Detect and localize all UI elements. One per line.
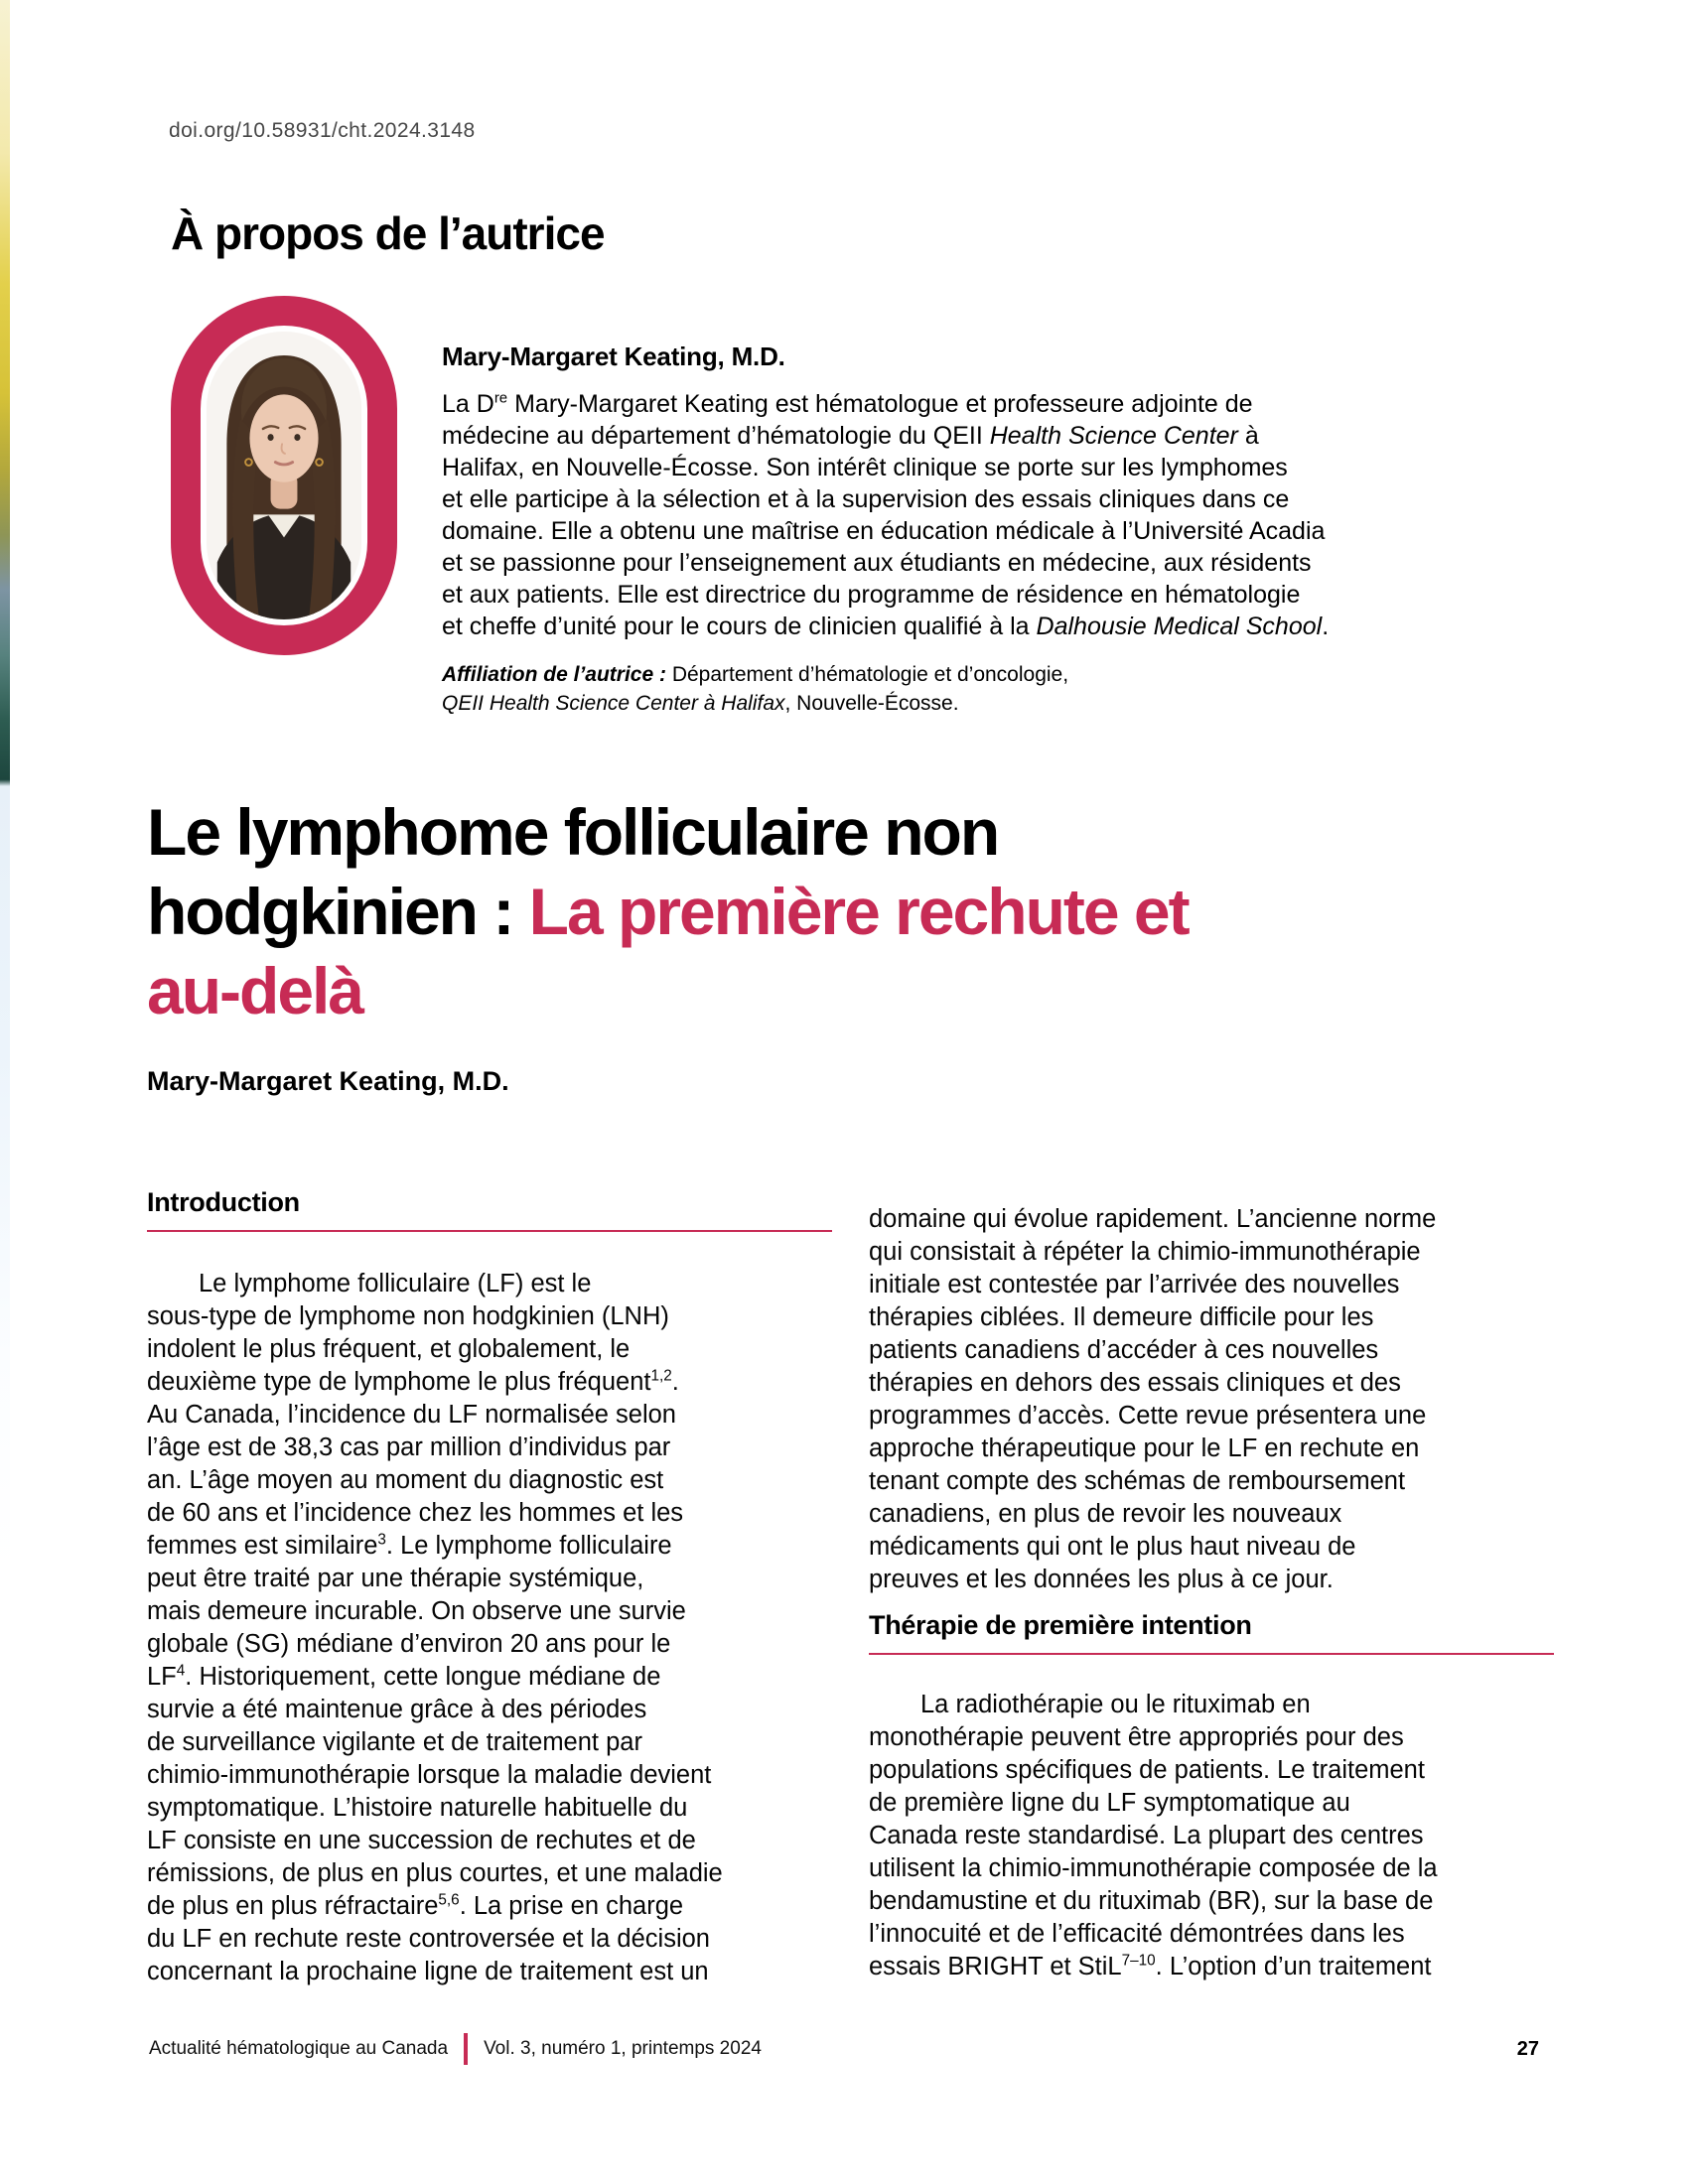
article-body-columns xyxy=(147,1187,1549,1988)
author-photo xyxy=(207,332,361,619)
therapy-paragraph: La radiothérapie ou le rituximab en monothérapie peuvent être appropriés pour des populations spécifiques de patients. Le traitement de première ligne du LF symptomatique au Canada reste standardisé. La plupart des centres utilisent la chimio-immunothérapie composée de la bendamustine et du rituximab (BR), sur la base de l’innocuité et de l’efficacité démontrées dans les essais BRIGHT et StiL$^{7-10}$. L’option d’un traitement xyxy=(869,1691,1438,1980)
doi-link[interactable]: doi.org/10.58931/cht.2024.3148 xyxy=(169,119,476,142)
page-footer xyxy=(149,2033,1539,2065)
author-bio: La Dre Mary-Margaret Keating est hématologue et professeure adjointe de médecine au département d’hématologie du QEII Health Science Center à Halifax, en Nouvelle-Écosse. Son intérêt clinique se porte sur les lymphomes et elle participe à la sélection et à la supervision des essais cliniques dans ce domaine. Elle a obtenu une maîtrise en éducation médicale à l’Université Acadia et se passionne pour l’enseignement aux étudiants en médecine, aux résidents et aux patients. Elle est directrice du programme de résidence en hématologie et cheffe d’unité pour le cours de clinicien qualifié à la Dalhousie Medical School. xyxy=(442,389,1330,640)
footer-separator-bar xyxy=(464,2033,468,2065)
column-left xyxy=(147,1187,832,1988)
author-info-block xyxy=(442,341,1514,718)
footer-journal-info xyxy=(149,2033,762,2065)
section-heading-first-line-therapy: Thérapie de première intention xyxy=(869,1610,1554,1655)
author-portrait-icon xyxy=(207,332,361,619)
section-heading-introduction: Introduction xyxy=(147,1187,832,1232)
author-photo-frame xyxy=(171,296,397,655)
intro-paragraph: Le lymphome folliculaire (LF) est le sous-type de lymphome non hodgkinien (LNH) indolent le plus fréquent, et globalement, le deuxième type de lymphome le plus fréquent$^{1,2}$. Au Canada, l’incidence du LF normalisée selon l’âge est de 38,3 cas par million d’individus par an. L’âge moyen au moment du diagnostic est de 60 ans et l’incidence chez les hommes et les femmes est similaire$^3$. Le lymphome folliculaire peut être traité par une thérapie systémique, mais demeure incurable. On observe une survie globale (SG) médiane d’environ 20 ans pour le $LF^4$. Historiquement, cette longue médiane de survie a été maintenue grâce à des périodes de surveillance vigilante et de traitement par chimio-immunothérapie lorsque la maladie devient symptomatique. L’histoire naturelle habituelle du LF consiste en une succession de rechutes et de rémissions, de plus en plus courtes, et une maladie de plus en plus réfractaire$^{5,6}$. La prise en charge du LF en rechute reste controversée et la décision concernant la prochaine ligne de traitement est un xyxy=(147,1270,723,1985)
author-name: Mary-Margaret Keating, M.D. xyxy=(442,341,785,371)
intro-continuation-paragraph: domaine qui évolue rapidement. L’ancienne norme qui consistait à répéter la chimio-immunothérapie initiale est contestée par l’arrivée des nouvelles thérapies ciblées. Il demeure difficile pour les patients canadiens d’accéder à ces nouvelles thérapies en dehors des essais cliniques et des programmes d’accès. Cette revue présentera une approche thérapeutique pour le LF en rechute en tenant compte des schémas de remboursement canadiens, en plus de revoir les nouveaux médicaments qui ont le plus haut niveau de preuves et les données les plus à ce jour. xyxy=(869,1205,1437,1593)
article-byline: Mary-Margaret Keating, M.D. xyxy=(147,1066,509,1096)
column-right xyxy=(869,1187,1554,1988)
article-title: Le lymphome folliculaire non hodgkinien : La première rechute et au-delà xyxy=(147,795,1189,1027)
page-number: 27 xyxy=(1516,2037,1539,2060)
page-edge-gradient xyxy=(0,0,10,2184)
about-author-heading: À propos de l’autrice xyxy=(171,207,605,259)
issue-info: Vol. 3, numéro 1, printemps 2024 xyxy=(484,2038,762,2059)
journal-name: Actualité hématologique au Canada xyxy=(149,2038,449,2059)
author-affiliation: Affiliation de l’autrice : Département d’hématologie et d’oncologie, QEII Health Science Center à Halifax, Nouvelle-Écosse. xyxy=(442,663,1069,715)
